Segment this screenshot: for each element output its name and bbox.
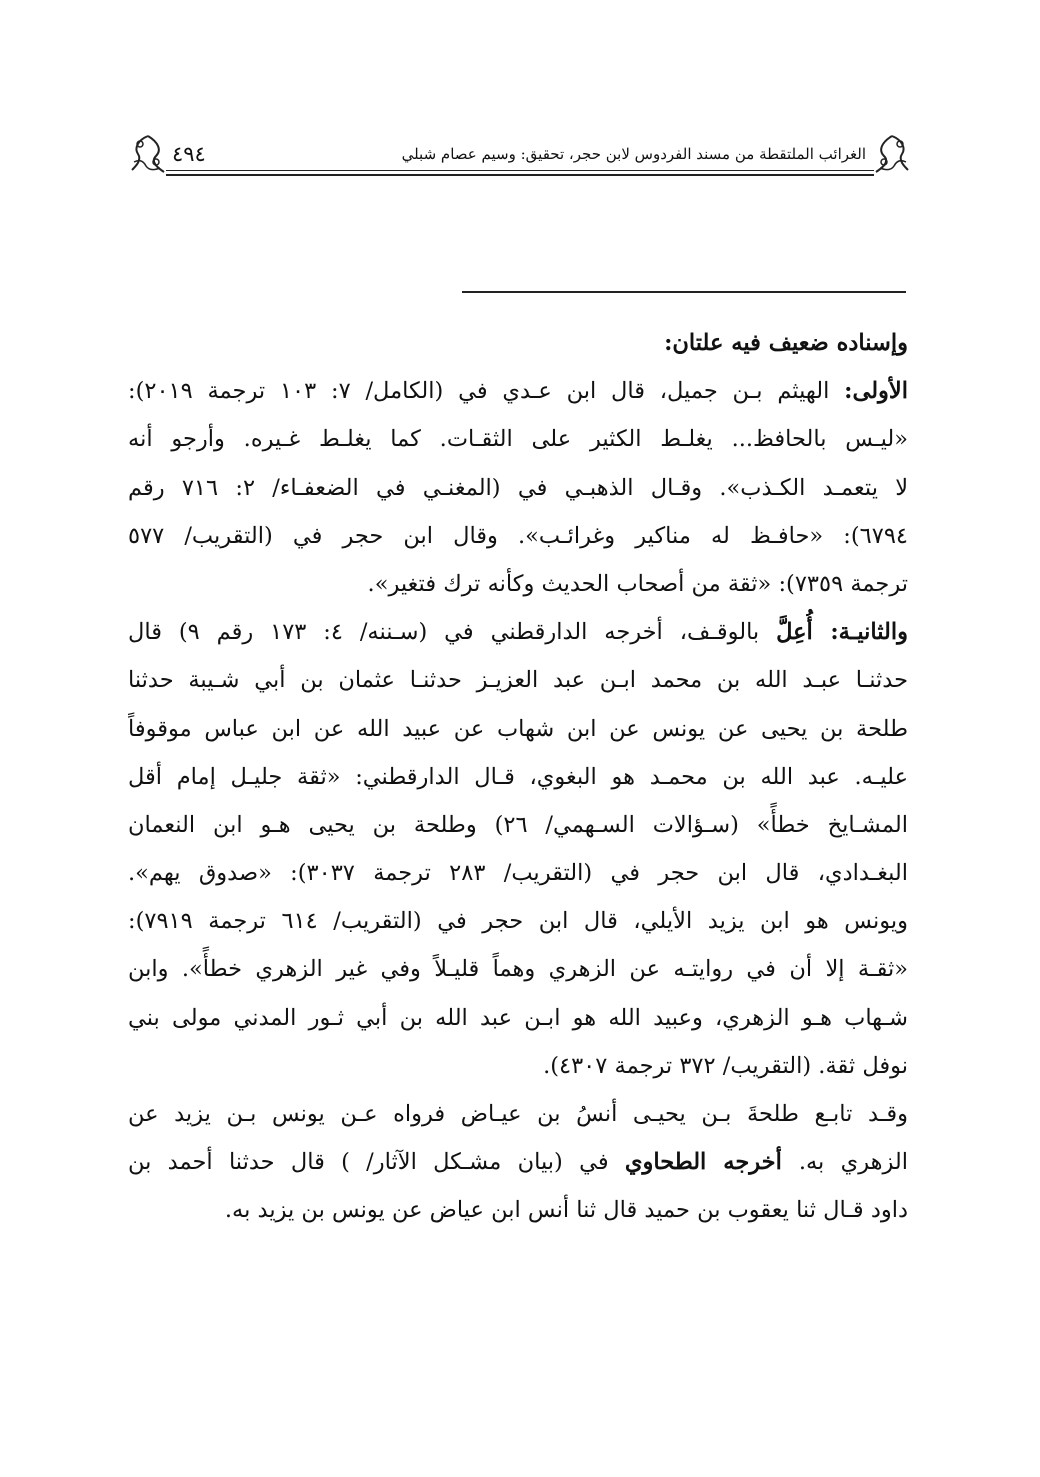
header-rule [166,170,874,171]
text-line: وقـد تابـع طلحةَ بـن يحيـى أنسُ بن عيـاض فرواه عـن يونس بـن يزيد عن [128,1101,908,1127]
text-line: المشـايخ خطأً» (سـؤالات السـهمي/ ٢٦) وطلحة بن يحيى هـو ابن النعمان [128,811,908,838]
text-line: البغـدادي، قال ابن حجر في (التقريب/ ٢٨٣ ترجمة ٣٠٣٧): «صدوق يهم». [128,860,908,887]
text-line: لا يتعمـد الكـذب». وقـال الذهبـي في (المغنـي في الضعفـاء/ ٢: ٧١٦ رقم [128,474,908,501]
text-line: ترجمة ٧٣٥٩): «ثقة من أصحاب الحديث وكأنه ترك فتغير». [367,570,908,597]
text-line [128,1138,908,1186]
text-run: بالوقـف، أخرجه الدارقطني في (سـننه/ ٤: ١٧٣ رقم ٩) قال [128,619,777,646]
section-heading: وإسناده ضعيف فيه علتان: [664,330,908,356]
text-line [128,367,908,415]
floral-ornament-icon [128,132,168,176]
text-run: الزهري به. [798,1149,908,1176]
text-line: نوفل ثقة. (التقريب/ ٣٧٢ ترجمة ٤٣٠٧). [543,1052,908,1079]
text-line: شـهاب هـو الزهري، وعبيد الله هو ابـن عبد الله بن أبي ثـور المدني مولى بني [128,1004,908,1031]
paragraph-lead: الأولى: [844,378,908,405]
text-line: ويونس هو ابن يزيد الأيلي، قال ابن حجر في (التقريب/ ٦١٤ ترجمة ٧٩١٩): [128,908,908,935]
body-text [128,319,908,1235]
text-line: «ليـس بالحافظ... يغلـط الكثير على الثقـات. كما يغلـط غـيره. وأرجو أنه [128,426,908,453]
text-line: حدثنـا عبـد الله بن محمد ابـن عبد العزيـز حدثنـا عثمان بن أبي شـيبة حدثنا [128,667,908,694]
text-line: ٦٧٩٤): «حافـظ له مناكير وغرائـب». وقال ابن حجر في (التقريب/ ٥٧٧ [128,522,908,549]
paragraph-lead: والثانيـة: [830,619,908,646]
text-line: داود قـال ثنا يعقوب بن حميد قال ثنا أنس ابن عياض عن يونس بن يزيد به. [224,1197,908,1224]
text-line [128,608,908,656]
text-run: أخرجه الطحاوي [624,1149,799,1176]
floral-ornament-icon [872,132,912,176]
header-rule [166,174,874,176]
text-run: الهيثم بـن جميل، قال ابن عـدي في (الكامل/ ٧: ١٠٣ ترجمة ٢٠١٩): [128,378,845,405]
text-line: عليـه. عبد الله بن محمـد هو البغوي، قـال الدارقطني: «ثقة جليـل إمام أقل [128,763,908,790]
page-number: ٤٩٤ [172,142,206,166]
text-run: أُعِلَّ [776,619,831,646]
text-line: طلحة بن يحيى عن يونس عن ابن شهاب عن عبيد الله عن ابن عباس موقوفاً [128,715,908,742]
running-title: الغرائب الملتقطة من مسند الفردوس لابن حجر، تحقيق: وسيم عصام شبلي [401,145,866,163]
text-line: «ثقـة إلا أن في روايتـه عن الزهري وهماً قليـلاً وفي غير الزهري خطأً». وابن [128,956,908,983]
text-run: في (بيان مشـكل الآثار/ ) قال حدثنا أحمد بن [128,1149,625,1176]
separator-rule [462,291,906,293]
page-header [128,130,912,180]
